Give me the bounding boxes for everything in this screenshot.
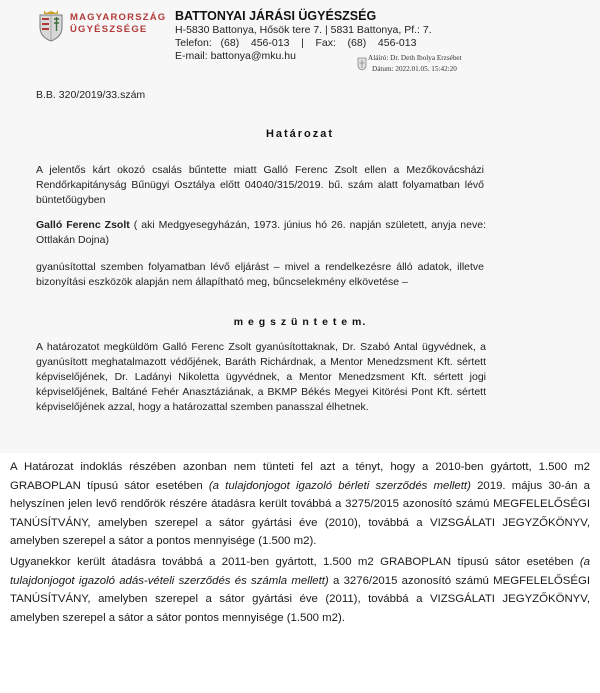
case-reference: B.B. 320/2019/33.szám — [36, 89, 146, 101]
scan-paragraph-4: A határozatot megküldöm Galló Ferenc Zsolt gyanúsítottaknak, Dr. Szabó Antal ügyvédnek, a gyanúsított meghatalmazott védőjének, Baráth Richárdnak, a Mentor Menedzsment Kft. sértett képviselőjének, Dr. Ladányi Nikoletta ügyvédnek, a Mentor Menedzsment Kft. sértett jogi képviselőjének, Baltáné Fehér Anasztáziának, a BKMP Békés Megyei Kitörési Pont Kft. sértett képviselőjének azzal, hogy a határozattal szemben panasszal élhetnek. — [36, 341, 486, 413]
electronic-signature — [352, 54, 462, 74]
body-paragraph-1 — [10, 458, 590, 551]
logo-text — [70, 12, 166, 36]
office-email: E-mail: battonya@mku.hu — [175, 50, 296, 62]
para1-text-a: A Határozat indoklás részében azonban nem tünteti fel azt a tényt, hogy a 2010-ben gyártott, 1.500 m2 GRABOPLAN típusú sátor esetében — [10, 461, 590, 492]
para2-text-a: Ugyanekkor került átadásra továbbá a 2011-ben gyártott, 1.500 m2 GRABOPLAN típusú sátor esetében — [10, 556, 580, 568]
document-title: Határozat — [265, 128, 335, 140]
para1-italic: (a tulajdonjogot igazoló bérleti szerződés mellett) — [208, 479, 471, 492]
suspect-name: Galló Ferenc Zsolt — [36, 219, 130, 231]
scan-paragraph-3: gyanúsítottal szemben folyamatban lévő eljárást – mivel a rendelkezésre álló adatok, illetve bizonyítási eszközök alapján nem állapítható meg, bűncselekmény elkövetése – — [36, 261, 484, 288]
scan-paragraph-2 — [36, 218, 486, 248]
scan-paragraph-1: A jelentős kárt okozó csalás bűntette miatt Galló Ferenc Zsolt ellen a Mezőkovácsházi Rendőrkapitányság Bűnügyi Osztálya előtt 04040/315/2019. bű. szám alatt folyamatban lévő büntetőügyben — [36, 164, 484, 206]
decision-heading: m e g s z ü n t e t e m. — [233, 316, 367, 328]
logo-line-1: MAGYARORSZÁG — [70, 12, 167, 23]
office-contacts: Telefon: (68) 456-013 | Fax: (68) 456-013 — [175, 37, 417, 49]
suspect-details: ( aki Medgyesegyházán, 1973. június hó 26. napján született, anyja neve: Ottlakán Dojna) — [36, 219, 486, 246]
office-address: H-5830 Battonya, Hősök tere 7. | 5831 Battonya, Pf.: 7. — [175, 24, 432, 36]
para2-italic: (a tulajdonjogot igazoló adás-vételi szerződés és számla mellett) — [10, 556, 590, 587]
signature-date: Dátum: 2022.01.05. 15:42:20 — [372, 65, 457, 73]
coat-of-arms-icon — [36, 9, 66, 43]
para1-text-b: 2019. május 30-án a helyszínen jelen levő rendőrök részére átadásra került továbbá a 3275/2015 azonosító számú MEGFELELŐSÉGI TANÚSÍTVÁNY, amelyben szerepel a sátor gyártási éve (2010), továbbá a VIZSGÁLATI JEGYZŐKÖNYV, amelyben szerepel a sátor a pontos mennyisége (1.500 m2). — [10, 479, 590, 547]
body-paragraph-2 — [10, 553, 590, 627]
logo-line-2: ÜGYÉSZSÉGE — [70, 24, 148, 35]
signature-signer: Aláíró: Dr. Deth Ibolya Erzsébet — [368, 54, 462, 62]
para2-text-b: a 3276/2015 azonosító számú MEGFELELŐSÉGI TANÚSÍTVÁNY, amelyben szerepel a sátor gyártási éve (2011), továbbá a VIZSGÁLATI JEGYZŐKÖNYV, amelyben szerepel a sátor a sátor pontos mennyisége (1.500 m2). — [10, 574, 590, 624]
office-name: BATTONYAI JÁRÁSI ÜGYÉSZSÉG — [175, 9, 377, 23]
